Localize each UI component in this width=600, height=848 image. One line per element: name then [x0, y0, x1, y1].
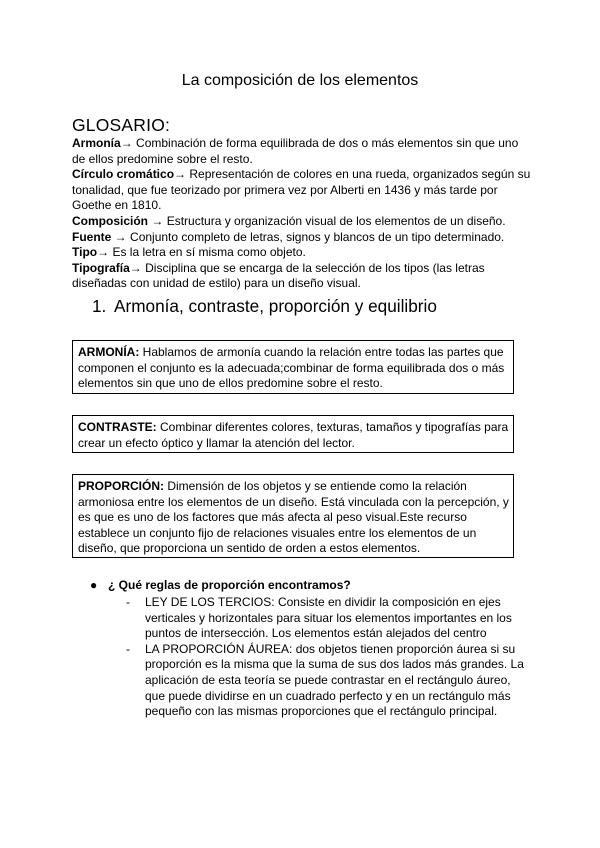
rules-list [126, 595, 530, 720]
definition-box-proporcion [72, 474, 514, 558]
rule-item-proporcion-aurea [126, 642, 530, 720]
bullet-icon: ● [90, 578, 98, 592]
section-number: 1. [92, 296, 107, 316]
glossary-term: Composición [72, 213, 149, 228]
dash-icon: - [126, 641, 130, 656]
arrow-icon: → [97, 245, 110, 260]
document-title: La composición de los elementos [181, 72, 419, 89]
glossary-term: Armonía [72, 136, 121, 150]
dash-icon: - [126, 595, 130, 609]
arrow-icon: → [148, 213, 164, 228]
glossary-heading: GLOSARIO: [72, 115, 171, 135]
box-term: CONTRASTE: [78, 420, 157, 434]
rule-text: LEY DE LOS TERCIOS: Consiste en dividir la composición en ejes verticales y horizontales para situar los elementos importantes en los puntos de intersección. Los elementos están alejados del centro [145, 595, 512, 641]
glossary-definition: Disciplina que se encarga de la selección de los tipos (las letras diseñadas con unidad de estilo) para un diseño visual. [72, 260, 485, 291]
definition-box-contraste [72, 415, 514, 453]
glossary-entry-circulo-cromatico [72, 167, 532, 214]
section-title: Armonía, contraste, proporción y equilibrio [114, 296, 437, 316]
glossary-definition: Combinación de forma equilibrada de dos o más elementos sin que uno de ellos predomine sobre el resto. [72, 136, 519, 166]
arrow-icon: → [120, 136, 133, 150]
glossary-term: Círculo cromático [72, 167, 175, 182]
rule-item-tercios [126, 595, 530, 642]
box-term: ARMONÍA: [78, 345, 140, 359]
glossary-list [72, 136, 532, 292]
glossary-entry-fuente [72, 230, 532, 246]
question-text: ¿ Qué reglas de proporción encontramos? [108, 578, 351, 592]
section-heading [92, 296, 437, 317]
glossary-term: Tipo [72, 245, 98, 260]
box-term: PROPORCIÓN: [78, 479, 165, 493]
glossary-entry-armonia [72, 136, 532, 167]
glossary-definition: Representación de colores en una rueda, organizados según su tonalidad, que fue teorizado por primera vez por Alberti en 1436 y más tarde por Goethe en 1810. [72, 167, 531, 213]
glossary-entry-composicion [72, 214, 532, 230]
box-text: Hablamos de armonía cuando la relación entre todas las partes que componen el conjunto es la adecuada;combinar de forma equilibrada dos o más elementos sin que uno de ellos predomine sobre el resto. [78, 345, 505, 391]
glossary-entry-tipo [72, 245, 532, 261]
box-text: Combinar diferentes colores, texturas, tamaños y tipografías para crear un efecto óptico y llamar la atención del lector. [78, 420, 509, 450]
glossary-entry-tipografia [72, 261, 532, 292]
glossary-definition: Conjunto completo de letras, signos y blancos de un tipo determinado. [126, 229, 505, 244]
definition-box-armonia [72, 340, 514, 394]
arrow-icon: → [174, 167, 187, 182]
arrow-icon: → [129, 260, 142, 275]
arrow-icon: → [111, 229, 127, 244]
rule-text: LA PROPORCIÓN ÁUREA: dos objetos tienen proporción áurea si su proporción es la misma que la suma de sus dos lados más grandes. La aplicación de esta teoría se puede contrastar en el rectángulo áureo, que puede dividirse en un cuadrado perfecto y en un rectángulo más pequeño con las mismas proporciones que el rectángulo principal. [145, 641, 524, 719]
glossary-definition: Es la letra en sí misma como objeto. [109, 245, 306, 260]
glossary-definition: Estructura y organización visual de los elementos de un diseño. [163, 213, 506, 228]
box-text: Dimensión de los objetos y se entiende como la relación armoniosa entre los elementos de un diseño. Está vinculada con la percepción, y es que es uno de los factores que más afecta al peso visual.Este recurso establece un conjunto fijo de relaciones visuales entre los elementos de un diseño, que proporciona un sentido de orden a estos elementos. [78, 479, 509, 556]
glossary-term: Tipografía [72, 260, 130, 275]
glossary-term: Fuente [72, 229, 112, 244]
